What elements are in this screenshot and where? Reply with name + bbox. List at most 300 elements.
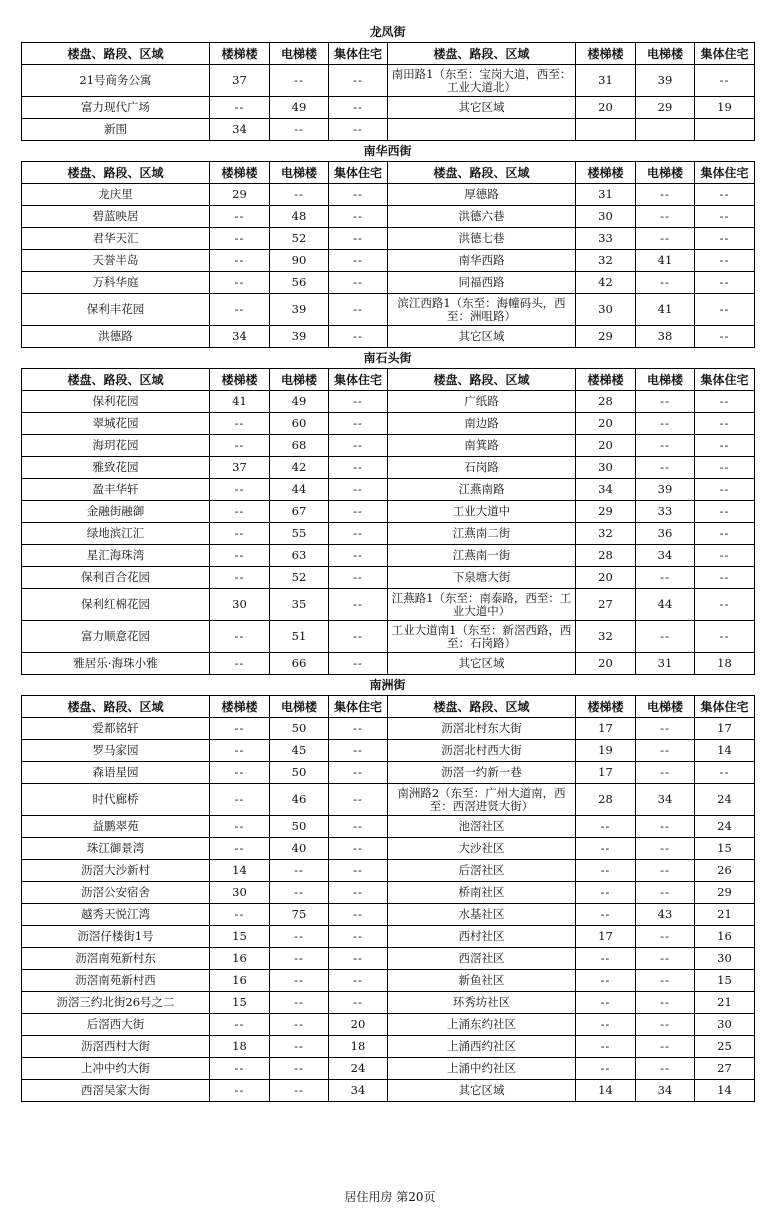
table-cell: 45 bbox=[270, 740, 329, 762]
table-cell: 24 bbox=[695, 784, 755, 816]
table-cell: -- bbox=[636, 838, 695, 860]
table-cell: 南箕路 bbox=[388, 435, 576, 457]
table-cell: 南边路 bbox=[388, 413, 576, 435]
table-cell: 16 bbox=[695, 926, 755, 948]
table-cell: 森语星园 bbox=[22, 762, 210, 784]
table-cell: -- bbox=[329, 718, 388, 740]
table-cell: -- bbox=[576, 1036, 636, 1058]
column-header: 集体住宅 bbox=[695, 696, 755, 718]
table-cell: 上涌中约社区 bbox=[388, 1058, 576, 1080]
table-cell: -- bbox=[636, 621, 695, 653]
table-cell: 碧蓝映居 bbox=[22, 206, 210, 228]
table-cell: -- bbox=[210, 653, 270, 675]
table-row bbox=[22, 992, 755, 1014]
table-cell: 43 bbox=[636, 904, 695, 926]
table-cell: -- bbox=[329, 762, 388, 784]
table-cell: -- bbox=[210, 479, 270, 501]
table-cell: -- bbox=[636, 860, 695, 882]
table-cell: -- bbox=[636, 413, 695, 435]
table-cell: 48 bbox=[270, 206, 329, 228]
table-cell: 金融街融御 bbox=[22, 501, 210, 523]
table-cell: 后滘西大街 bbox=[22, 1014, 210, 1036]
price-table bbox=[21, 161, 755, 348]
table-cell: 工业大道中 bbox=[388, 501, 576, 523]
table-row bbox=[22, 206, 755, 228]
table-cell: 75 bbox=[270, 904, 329, 926]
table-cell: 池滘社区 bbox=[388, 816, 576, 838]
table-cell: 34 bbox=[576, 479, 636, 501]
table-cell: 17 bbox=[695, 718, 755, 740]
table-cell: 龙庆里 bbox=[22, 184, 210, 206]
table-cell: 40 bbox=[270, 838, 329, 860]
table-cell: 21号商务公寓 bbox=[22, 65, 210, 97]
table-cell: -- bbox=[695, 391, 755, 413]
table-cell: -- bbox=[636, 882, 695, 904]
table-cell: -- bbox=[695, 479, 755, 501]
table-cell: -- bbox=[329, 523, 388, 545]
table-cell: -- bbox=[695, 326, 755, 348]
table-cell: -- bbox=[695, 762, 755, 784]
table-cell: 沥滘南苑新村东 bbox=[22, 948, 210, 970]
table-cell: 罗马家园 bbox=[22, 740, 210, 762]
table-cell: 32 bbox=[576, 250, 636, 272]
table-cell: 西滘吴家大街 bbox=[22, 1080, 210, 1102]
table-cell: -- bbox=[636, 206, 695, 228]
table-row bbox=[22, 926, 755, 948]
table-cell: 沥滘北村东大街 bbox=[388, 718, 576, 740]
table-cell: -- bbox=[636, 970, 695, 992]
table-cell: -- bbox=[210, 904, 270, 926]
table-row bbox=[22, 479, 755, 501]
column-header: 楼盘、路段、区域 bbox=[388, 369, 576, 391]
table-cell: 其它区域 bbox=[388, 97, 576, 119]
table-cell: 水基社区 bbox=[388, 904, 576, 926]
table-cell: -- bbox=[210, 1058, 270, 1080]
table-cell: -- bbox=[210, 272, 270, 294]
table-cell: 37 bbox=[210, 65, 270, 97]
table-cell: 洪德六巷 bbox=[388, 206, 576, 228]
table-cell: -- bbox=[329, 653, 388, 675]
column-header: 楼梯楼 bbox=[576, 696, 636, 718]
table-cell: 爱都铭轩 bbox=[22, 718, 210, 740]
table-row bbox=[22, 457, 755, 479]
table-cell: -- bbox=[210, 250, 270, 272]
table-cell: -- bbox=[270, 948, 329, 970]
table-cell: 其它区域 bbox=[388, 326, 576, 348]
table-cell: 南洲路2（东至：广州大道南，西至：西滘进贤大街） bbox=[388, 784, 576, 816]
column-header: 电梯楼 bbox=[270, 43, 329, 65]
table-cell: 14 bbox=[576, 1080, 636, 1102]
table-cell: 15 bbox=[210, 926, 270, 948]
table-cell: 上冲中约大街 bbox=[22, 1058, 210, 1080]
header-row bbox=[22, 696, 755, 718]
table-cell: 15 bbox=[210, 992, 270, 1014]
table-row bbox=[22, 250, 755, 272]
table-cell: 68 bbox=[270, 435, 329, 457]
table-cell: 42 bbox=[270, 457, 329, 479]
table-cell: 30 bbox=[695, 948, 755, 970]
table-cell: 17 bbox=[576, 762, 636, 784]
section-title: 南华西街 bbox=[363, 144, 412, 158]
table-cell: 56 bbox=[270, 272, 329, 294]
table-cell bbox=[388, 119, 576, 141]
table-row bbox=[22, 740, 755, 762]
table-cell: -- bbox=[329, 567, 388, 589]
table-row bbox=[22, 1058, 755, 1080]
table-row bbox=[22, 860, 755, 882]
table-cell: -- bbox=[636, 1036, 695, 1058]
table-cell: -- bbox=[210, 740, 270, 762]
table-cell: 富力现代广场 bbox=[22, 97, 210, 119]
table-cell: 时代廊桥 bbox=[22, 784, 210, 816]
table-cell: 63 bbox=[270, 545, 329, 567]
table-row bbox=[22, 272, 755, 294]
table-cell: 南田路1（东至：宝岗大道，西至：工业大道北） bbox=[388, 65, 576, 97]
table-cell: 17 bbox=[576, 718, 636, 740]
table-cell: 雅致花园 bbox=[22, 457, 210, 479]
table-row bbox=[22, 545, 755, 567]
header-row bbox=[22, 43, 755, 65]
table-cell: 29 bbox=[576, 326, 636, 348]
price-table bbox=[21, 695, 755, 1102]
table-row bbox=[22, 228, 755, 250]
column-header: 集体住宅 bbox=[695, 162, 755, 184]
page-footer: 居住用房 第20页 bbox=[344, 1190, 436, 1204]
table-cell: 37 bbox=[210, 457, 270, 479]
column-header: 电梯楼 bbox=[270, 162, 329, 184]
table-cell: 沥滘南苑新村西 bbox=[22, 970, 210, 992]
table-cell: 60 bbox=[270, 413, 329, 435]
table-cell: -- bbox=[636, 948, 695, 970]
table-cell: 38 bbox=[636, 326, 695, 348]
table-cell: 42 bbox=[576, 272, 636, 294]
table-row bbox=[22, 1080, 755, 1102]
table-cell: -- bbox=[695, 501, 755, 523]
table-cell: 18 bbox=[210, 1036, 270, 1058]
table-cell: -- bbox=[576, 816, 636, 838]
table-cell: 26 bbox=[695, 860, 755, 882]
table-cell: 洪德路 bbox=[22, 326, 210, 348]
table-cell: 沥滘三约北街26号之二 bbox=[22, 992, 210, 1014]
table-cell: 30 bbox=[210, 589, 270, 621]
table-cell: -- bbox=[576, 1014, 636, 1036]
table-cell: 20 bbox=[576, 653, 636, 675]
table-cell: 翠城花园 bbox=[22, 413, 210, 435]
table-cell: 沥滘大沙新村 bbox=[22, 860, 210, 882]
column-header: 电梯楼 bbox=[270, 696, 329, 718]
table-cell: 32 bbox=[576, 523, 636, 545]
table-cell: 20 bbox=[576, 97, 636, 119]
table-cell: 34 bbox=[636, 784, 695, 816]
table-cell: -- bbox=[329, 589, 388, 621]
table-cell: 其它区域 bbox=[388, 1080, 576, 1102]
table-cell: 君华天汇 bbox=[22, 228, 210, 250]
table-cell: 沥滘北村西大街 bbox=[388, 740, 576, 762]
table-cell: 30 bbox=[576, 294, 636, 326]
table-cell: 保利红棉花园 bbox=[22, 589, 210, 621]
table-row bbox=[22, 435, 755, 457]
table-cell: 上涌东约社区 bbox=[388, 1014, 576, 1036]
table-cell: 41 bbox=[636, 250, 695, 272]
table-cell: -- bbox=[329, 457, 388, 479]
table-cell: 28 bbox=[576, 545, 636, 567]
table-cell: 46 bbox=[270, 784, 329, 816]
table-cell: -- bbox=[210, 621, 270, 653]
table-cell: -- bbox=[329, 119, 388, 141]
table-row bbox=[22, 653, 755, 675]
table-cell: 保利丰花园 bbox=[22, 294, 210, 326]
table-cell: 星汇海珠湾 bbox=[22, 545, 210, 567]
table-cell: -- bbox=[329, 816, 388, 838]
table-cell: 27 bbox=[695, 1058, 755, 1080]
table-cell: -- bbox=[210, 545, 270, 567]
table-cell: 下泉塘大街 bbox=[388, 567, 576, 589]
table-cell: -- bbox=[329, 992, 388, 1014]
table-cell: -- bbox=[695, 567, 755, 589]
table-cell: -- bbox=[636, 926, 695, 948]
table-cell: -- bbox=[695, 435, 755, 457]
table-cell: -- bbox=[210, 838, 270, 860]
table-cell: 39 bbox=[270, 294, 329, 326]
table-cell: 49 bbox=[270, 391, 329, 413]
table-cell: -- bbox=[329, 97, 388, 119]
table-cell: 18 bbox=[329, 1036, 388, 1058]
table-cell: 洪德七巷 bbox=[388, 228, 576, 250]
column-header: 楼盘、路段、区域 bbox=[388, 43, 576, 65]
table-row bbox=[22, 501, 755, 523]
table-cell: -- bbox=[636, 228, 695, 250]
table-cell: -- bbox=[695, 413, 755, 435]
table-cell: -- bbox=[329, 435, 388, 457]
table-cell: 90 bbox=[270, 250, 329, 272]
table-row bbox=[22, 326, 755, 348]
table-cell: 31 bbox=[576, 184, 636, 206]
table-cell: -- bbox=[270, 882, 329, 904]
table-cell: 西村社区 bbox=[388, 926, 576, 948]
table-cell: 34 bbox=[636, 545, 695, 567]
table-cell: -- bbox=[576, 970, 636, 992]
table-cell: -- bbox=[270, 65, 329, 97]
table-cell: 海玥花园 bbox=[22, 435, 210, 457]
table-cell: -- bbox=[695, 621, 755, 653]
table-cell: 34 bbox=[210, 326, 270, 348]
column-header: 楼盘、路段、区域 bbox=[22, 696, 210, 718]
table-cell: 19 bbox=[695, 97, 755, 119]
table-cell: 厚德路 bbox=[388, 184, 576, 206]
table-row bbox=[22, 567, 755, 589]
table-cell: 江燕路1（东至：南泰路，西至：工业大道中） bbox=[388, 589, 576, 621]
table-cell: 新鱼社区 bbox=[388, 970, 576, 992]
table-cell: 大沙社区 bbox=[388, 838, 576, 860]
table-row bbox=[22, 119, 755, 141]
column-header: 集体住宅 bbox=[329, 43, 388, 65]
column-header: 楼盘、路段、区域 bbox=[388, 162, 576, 184]
table-row bbox=[22, 589, 755, 621]
table-cell: 18 bbox=[695, 653, 755, 675]
header-row bbox=[22, 369, 755, 391]
table-cell: -- bbox=[210, 784, 270, 816]
table-cell: -- bbox=[695, 523, 755, 545]
table-cell: 24 bbox=[329, 1058, 388, 1080]
table-row bbox=[22, 184, 755, 206]
table-cell: 24 bbox=[695, 816, 755, 838]
table-cell: 广纸路 bbox=[388, 391, 576, 413]
table-cell: -- bbox=[270, 1014, 329, 1036]
table-cell: 55 bbox=[270, 523, 329, 545]
table-row bbox=[22, 784, 755, 816]
table-cell: 工业大道南1（东至：新滘西路，西至：石岗路） bbox=[388, 621, 576, 653]
column-header: 楼盘、路段、区域 bbox=[22, 162, 210, 184]
table-cell: 石岗路 bbox=[388, 457, 576, 479]
table-cell: -- bbox=[576, 882, 636, 904]
table-cell: 29 bbox=[576, 501, 636, 523]
table-cell bbox=[576, 119, 636, 141]
table-row bbox=[22, 1014, 755, 1036]
table-cell: 31 bbox=[576, 65, 636, 97]
table-cell: 14 bbox=[695, 1080, 755, 1102]
table-cell: -- bbox=[329, 545, 388, 567]
table-cell: 35 bbox=[270, 589, 329, 621]
table-cell: 39 bbox=[636, 65, 695, 97]
table-cell: -- bbox=[210, 762, 270, 784]
table-cell: -- bbox=[329, 501, 388, 523]
table-cell: 30 bbox=[210, 882, 270, 904]
table-cell: 19 bbox=[576, 740, 636, 762]
table-cell: -- bbox=[636, 272, 695, 294]
column-header: 楼盘、路段、区域 bbox=[22, 43, 210, 65]
table-cell: 30 bbox=[576, 457, 636, 479]
table-cell: 南华西路 bbox=[388, 250, 576, 272]
table-cell: 天誉半岛 bbox=[22, 250, 210, 272]
table-cell: 20 bbox=[576, 567, 636, 589]
table-cell: -- bbox=[695, 184, 755, 206]
table-cell: -- bbox=[329, 294, 388, 326]
table-cell: -- bbox=[270, 1080, 329, 1102]
table-cell: -- bbox=[695, 250, 755, 272]
table-cell: 江燕南二街 bbox=[388, 523, 576, 545]
table-row bbox=[22, 294, 755, 326]
table-cell: 52 bbox=[270, 228, 329, 250]
table-cell: 环秀坊社区 bbox=[388, 992, 576, 1014]
table-cell: 14 bbox=[695, 740, 755, 762]
table-cell: 50 bbox=[270, 718, 329, 740]
column-header: 楼盘、路段、区域 bbox=[388, 696, 576, 718]
column-header: 楼梯楼 bbox=[210, 162, 270, 184]
table-cell: -- bbox=[695, 457, 755, 479]
table-cell: 江燕南一街 bbox=[388, 545, 576, 567]
table-cell: 34 bbox=[636, 1080, 695, 1102]
table-cell: -- bbox=[270, 860, 329, 882]
table-cell: 32 bbox=[576, 621, 636, 653]
table-cell: -- bbox=[695, 589, 755, 621]
column-header: 电梯楼 bbox=[636, 696, 695, 718]
column-header: 集体住宅 bbox=[695, 43, 755, 65]
table-cell: 珠江御景湾 bbox=[22, 838, 210, 860]
table-cell: 28 bbox=[576, 784, 636, 816]
table-cell: -- bbox=[210, 413, 270, 435]
table-cell: -- bbox=[636, 184, 695, 206]
table-row bbox=[22, 838, 755, 860]
table-row bbox=[22, 391, 755, 413]
table-cell: 越秀天悦江湾 bbox=[22, 904, 210, 926]
table-cell: 后滘社区 bbox=[388, 860, 576, 882]
table-cell: 17 bbox=[576, 926, 636, 948]
table-cell: 44 bbox=[270, 479, 329, 501]
table-cell: 44 bbox=[636, 589, 695, 621]
table-row bbox=[22, 882, 755, 904]
price-table bbox=[21, 368, 755, 675]
table-row bbox=[22, 762, 755, 784]
table-cell: 沥滘公安宿舍 bbox=[22, 882, 210, 904]
table-cell: -- bbox=[636, 816, 695, 838]
table-cell bbox=[695, 119, 755, 141]
table-cell: -- bbox=[270, 119, 329, 141]
table-cell: -- bbox=[576, 948, 636, 970]
table-cell: -- bbox=[636, 718, 695, 740]
table-cell: -- bbox=[636, 457, 695, 479]
table-row bbox=[22, 718, 755, 740]
table-row bbox=[22, 65, 755, 97]
table-cell: 20 bbox=[576, 413, 636, 435]
table-cell: 16 bbox=[210, 948, 270, 970]
column-header: 集体住宅 bbox=[329, 369, 388, 391]
table-cell: -- bbox=[329, 860, 388, 882]
header-row bbox=[22, 162, 755, 184]
table-cell: -- bbox=[210, 718, 270, 740]
table-cell: -- bbox=[329, 926, 388, 948]
table-cell: -- bbox=[695, 65, 755, 97]
table-cell: 39 bbox=[270, 326, 329, 348]
table-cell: -- bbox=[329, 413, 388, 435]
table-cell: -- bbox=[210, 523, 270, 545]
table-cell: -- bbox=[329, 206, 388, 228]
table-cell: 20 bbox=[329, 1014, 388, 1036]
table-cell: -- bbox=[329, 479, 388, 501]
table-cell: -- bbox=[636, 435, 695, 457]
table-cell: 沥滘仔楼街1号 bbox=[22, 926, 210, 948]
table-cell: 34 bbox=[329, 1080, 388, 1102]
table-cell: 保利百合花园 bbox=[22, 567, 210, 589]
table-cell: -- bbox=[210, 435, 270, 457]
table-cell: -- bbox=[210, 1080, 270, 1102]
table-cell: 52 bbox=[270, 567, 329, 589]
column-header: 楼梯楼 bbox=[576, 43, 636, 65]
table-cell: -- bbox=[695, 206, 755, 228]
table-cell: 51 bbox=[270, 621, 329, 653]
column-header: 集体住宅 bbox=[329, 162, 388, 184]
column-header: 集体住宅 bbox=[329, 696, 388, 718]
table-cell: 其它区域 bbox=[388, 653, 576, 675]
table-cell: -- bbox=[695, 228, 755, 250]
table-cell: -- bbox=[636, 391, 695, 413]
table-cell: 39 bbox=[636, 479, 695, 501]
table-cell: -- bbox=[270, 970, 329, 992]
section-title: 龙凤街 bbox=[369, 25, 406, 39]
table-cell: 沥滘西村大街 bbox=[22, 1036, 210, 1058]
table-cell: 28 bbox=[576, 391, 636, 413]
table-cell: -- bbox=[576, 1058, 636, 1080]
table-cell: 67 bbox=[270, 501, 329, 523]
column-header: 楼梯楼 bbox=[210, 43, 270, 65]
table-cell: 同福西路 bbox=[388, 272, 576, 294]
table-cell: -- bbox=[576, 860, 636, 882]
table-cell: 富力顺意花园 bbox=[22, 621, 210, 653]
table-cell: 14 bbox=[210, 860, 270, 882]
table-cell: -- bbox=[329, 948, 388, 970]
table-cell: 29 bbox=[695, 882, 755, 904]
table-cell: -- bbox=[210, 816, 270, 838]
table-cell: 29 bbox=[210, 184, 270, 206]
